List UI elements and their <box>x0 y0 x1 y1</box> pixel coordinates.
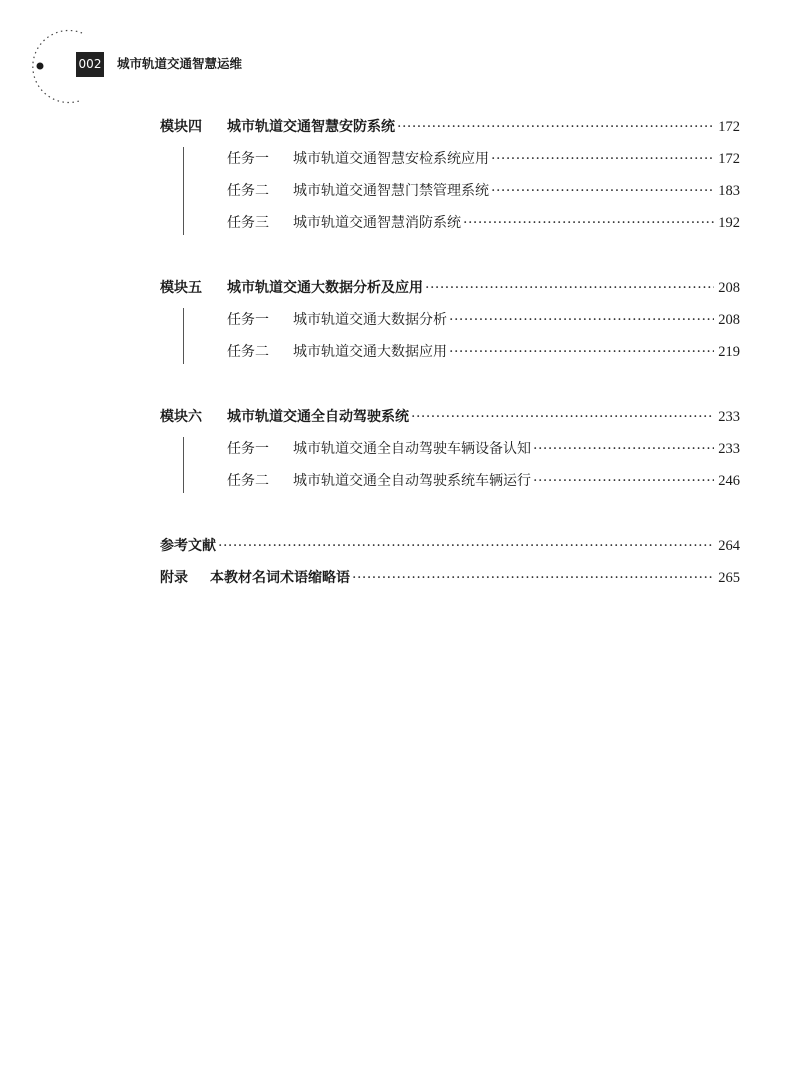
toc-appendix-title: 本教材名词术语缩略语 <box>210 570 350 586</box>
toc-module-title: 城市轨道交通大数据分析及应用 <box>227 280 423 296</box>
toc-module-label <box>160 272 423 304</box>
toc-task-entry[interactable] <box>227 433 740 465</box>
toc-page-number: 219 <box>718 344 740 360</box>
toc-task-number: 任务三 <box>227 215 269 231</box>
toc-module-number: 模块六 <box>160 409 202 425</box>
toc-appendix-label <box>160 562 350 594</box>
toc-page-number: 265 <box>718 570 740 586</box>
toc-task-title: 城市轨道交通智慧门禁管理系统 <box>293 183 489 199</box>
toc-leader-dots <box>533 465 714 497</box>
toc-module-entry[interactable] <box>160 272 740 304</box>
toc-page-number: 208 <box>718 312 740 328</box>
toc-back-matter <box>160 530 740 594</box>
toc-module-entry[interactable] <box>160 401 740 433</box>
toc-leader-dots <box>449 336 714 368</box>
toc-module-entry[interactable] <box>160 111 740 143</box>
toc-leader-dots <box>352 562 714 594</box>
toc-task-list <box>160 304 740 368</box>
toc-leader-dots <box>425 272 714 304</box>
toc-task-number: 任务一 <box>227 151 269 167</box>
toc-module <box>160 111 740 239</box>
toc-task-entry[interactable] <box>227 143 740 175</box>
toc-task-label <box>227 175 489 207</box>
page-number: 002 <box>76 52 104 77</box>
toc-task-label <box>227 465 531 497</box>
toc-page-number: 264 <box>718 538 740 554</box>
toc-task-label <box>227 207 461 239</box>
toc-module-title: 城市轨道交通智慧安防系统 <box>227 119 395 135</box>
toc-page-number: 233 <box>718 441 740 457</box>
running-title: 城市轨道交通智慧运维 <box>117 56 243 71</box>
toc-task-number: 任务一 <box>227 312 269 328</box>
toc-module-title: 城市轨道交通全自动驾驶系统 <box>227 409 409 425</box>
table-of-contents <box>160 111 740 594</box>
toc-leader-dots <box>411 401 714 433</box>
toc-module-number: 模块四 <box>160 119 202 135</box>
toc-task-number: 任务二 <box>227 183 269 199</box>
toc-page-number: 233 <box>718 409 740 425</box>
toc-leader-dots <box>449 304 714 336</box>
toc-module <box>160 272 740 368</box>
toc-page-number: 172 <box>718 119 740 135</box>
toc-page-number: 246 <box>718 473 740 489</box>
toc-task-title: 城市轨道交通智慧消防系统 <box>293 215 461 231</box>
toc-module-number: 模块五 <box>160 280 202 296</box>
toc-module-label <box>160 401 409 433</box>
toc-task-entry[interactable] <box>227 336 740 368</box>
toc-page-number: 192 <box>718 215 740 231</box>
toc-module-label <box>160 111 395 143</box>
toc-references-title: 参考文献 <box>160 538 216 554</box>
toc-page-number: 172 <box>718 151 740 167</box>
toc-leader-dots <box>397 111 714 143</box>
toc-page-number: 183 <box>718 183 740 199</box>
toc-module <box>160 401 740 497</box>
toc-task-label <box>227 143 489 175</box>
toc-task-title: 城市轨道交通全自动驾驶系统车辆运行 <box>293 473 531 489</box>
toc-task-entry[interactable] <box>227 304 740 336</box>
toc-appendix-entry[interactable] <box>160 562 740 594</box>
running-header <box>0 0 790 110</box>
toc-task-title: 城市轨道交通智慧安检系统应用 <box>293 151 489 167</box>
toc-task-number: 任务二 <box>227 473 269 489</box>
toc-task-title: 城市轨道交通大数据应用 <box>293 344 447 360</box>
toc-task-number: 任务一 <box>227 441 269 457</box>
toc-task-entry[interactable] <box>227 465 740 497</box>
toc-task-list <box>160 143 740 239</box>
toc-task-label <box>227 304 447 336</box>
toc-task-entry[interactable] <box>227 207 740 239</box>
toc-task-label <box>227 336 447 368</box>
toc-references-entry[interactable] <box>160 530 740 562</box>
toc-task-number: 任务二 <box>227 344 269 360</box>
toc-leader-dots <box>463 207 714 239</box>
toc-appendix-number: 附录 <box>160 570 188 586</box>
toc-leader-dots <box>491 143 714 175</box>
toc-task-title: 城市轨道交通全自动驾驶车辆设备认知 <box>293 441 531 457</box>
toc-task-entry[interactable] <box>227 175 740 207</box>
toc-task-title: 城市轨道交通大数据分析 <box>293 312 447 328</box>
toc-leader-dots <box>491 175 714 207</box>
toc-leader-dots <box>533 433 714 465</box>
toc-task-list <box>160 433 740 497</box>
toc-leader-dots <box>218 530 714 562</box>
toc-task-label <box>227 433 531 465</box>
toc-page-number: 208 <box>718 280 740 296</box>
